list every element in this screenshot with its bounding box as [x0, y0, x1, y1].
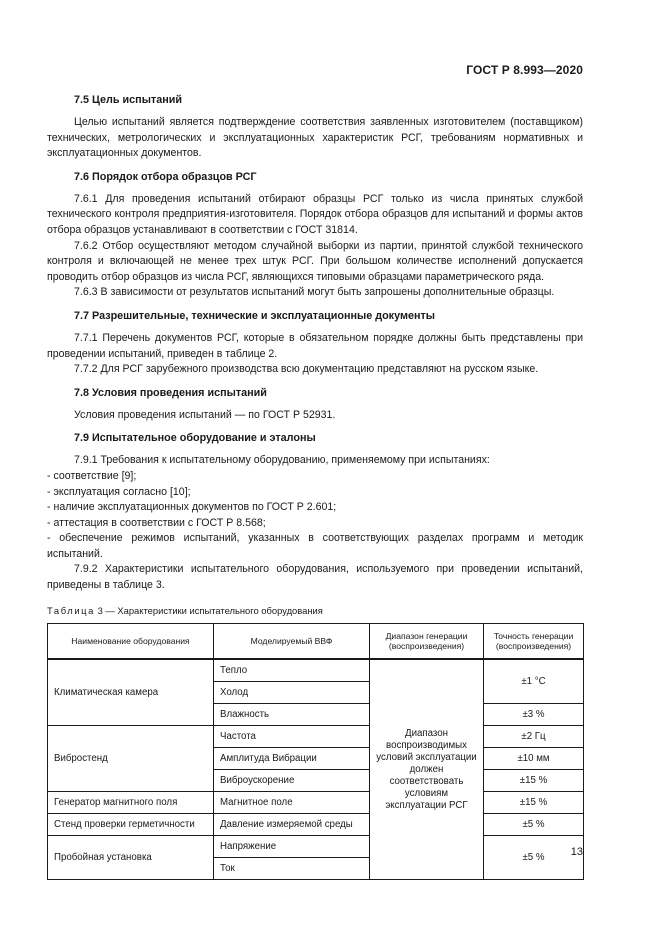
- equipment-cell: Пробойная установка: [48, 836, 214, 880]
- section-7-8: [47, 386, 583, 424]
- factor-cell: Влажность: [214, 704, 370, 726]
- factor-cell: Ток: [214, 858, 370, 880]
- accuracy-cell: ±15 %: [484, 792, 584, 814]
- factor-cell: Частота: [214, 726, 370, 748]
- table-row: [48, 726, 584, 748]
- equipment-cell: Вибростенд: [48, 726, 214, 792]
- list-item: - аттестация в соответствии с ГОСТ Р 8.568;: [47, 516, 266, 529]
- section-7-9: [47, 431, 583, 593]
- equipment-cell: Стенд проверки герметичности: [48, 814, 214, 836]
- paragraph: Условия проведения испытаний — по ГОСТ Р 52931.: [74, 408, 336, 421]
- list-item: - наличие эксплуатационных документов по ГОСТ Р 2.601;: [47, 501, 337, 514]
- paragraph: Целью испытаний является подтверждение соответствия заявленных изготовителем (поставщиком) технических, метрологических и эксплуатационных характеристик РСГ, требованиям нормативных и эксплуатационных документов.: [47, 116, 583, 160]
- table-header-row: [48, 624, 584, 660]
- equipment-cell: Генератор магнитного поля: [48, 792, 214, 814]
- factor-cell: Давление измеряемой среды: [214, 814, 370, 836]
- list-item: - эксплуатация согласно [10];: [47, 485, 191, 498]
- section-heading: 7.9 Испытательное оборудование и эталоны: [74, 432, 316, 445]
- table-caption-label: Таблица: [47, 604, 95, 616]
- accuracy-cell: ±1 °С: [484, 659, 584, 704]
- document-code: ГОСТ Р 8.993—2020: [466, 63, 583, 77]
- table-row: [48, 836, 584, 858]
- paragraph: 7.7.1 Перечень документов РСГ, которые в обязательном порядке должны быть представлены при проведении испытаний, приведен в таблице 2.: [47, 331, 583, 360]
- equipment-cell: Климатическая камера: [48, 659, 214, 726]
- table-caption: [47, 603, 583, 619]
- accuracy-cell: ±3 %: [484, 704, 584, 726]
- section-7-7: [47, 309, 583, 378]
- section-heading: 7.7 Разрешительные, технические и эксплуатационные документы: [74, 309, 435, 322]
- column-header: Моделируемый ВВФ: [214, 624, 370, 660]
- document-body: [47, 93, 583, 880]
- column-header: Точность генерации (воспроизведения): [484, 624, 584, 660]
- accuracy-cell: ±5 %: [484, 814, 584, 836]
- paragraph: 7.7.2 Для РСГ зарубежного производства всю документацию представляют на русском языке.: [74, 363, 539, 376]
- accuracy-cell: ±5 %: [484, 836, 584, 880]
- section-heading: 7.8 Условия проведения испытаний: [74, 386, 267, 399]
- factor-cell: Виброускорение: [214, 770, 370, 792]
- factor-cell: Холод: [214, 682, 370, 704]
- equipment-table: [47, 623, 584, 880]
- factor-cell: Напряжение: [214, 836, 370, 858]
- section-heading: 7.6 Порядок отбора образцов РСГ: [74, 170, 257, 183]
- range-cell: Диапазон воспроизводимых условий эксплуатации должен соответствовать условиям эксплуатации РСГ: [370, 659, 484, 880]
- paragraph: 7.6.1 Для проведения испытаний отбирают образцы РСГ только из числа принятых службой технического контроля предприятия-изготовителя. Порядок отбора образцов для испытаний и формы актов отбора образцов устанавливают в соответствии с ГОСТ 31814.: [47, 192, 583, 236]
- paragraph: 7.9.2 Характеристики испытательного оборудования, используемого при проведении испытаний, приведены в таблице 3.: [47, 563, 583, 592]
- column-header: Наименование оборудования: [48, 624, 214, 660]
- section-7-6: [47, 170, 583, 301]
- list-item: - соответствие [9];: [47, 469, 137, 482]
- accuracy-cell: ±15 %: [484, 770, 584, 792]
- accuracy-cell: ±10 мм: [484, 748, 584, 770]
- accuracy-cell: ±2 Гц: [484, 726, 584, 748]
- section-heading: 7.5 Цель испытаний: [74, 94, 183, 106]
- list-item: - обеспечение режимов испытаний, указанных в соответствующих разделах программ и методик испытаний.: [47, 532, 583, 560]
- section-7-5: [47, 93, 583, 162]
- factor-cell: Тепло: [214, 659, 370, 682]
- paragraph: 7.9.1 Требования к испытательному оборудованию, применяемому при испытаниях:: [74, 454, 490, 467]
- factor-cell: Магнитное поле: [214, 792, 370, 814]
- table-row: [48, 814, 584, 836]
- paragraph: 7.6.2 Отбор осуществляют методом случайной выборки из партии, принятой службой технического контроля и включающей не менее трех штук РСГ. При большом количестве исполнений допускается проводить отбор образцов из числа РСГ, являющихся типовыми образцами параметрического ряда.: [47, 239, 583, 283]
- table-row: [48, 659, 584, 682]
- page-number: 13: [570, 846, 583, 858]
- column-header: Диапазон генерации (воспроизведения): [370, 624, 484, 660]
- factor-cell: Амплитуда Вибрации: [214, 748, 370, 770]
- paragraph: 7.6.3 В зависимости от результатов испытаний могут быть запрошены дополнительные образцы.: [74, 286, 555, 299]
- table-caption-text: 3 — Характеристики испытательного оборудования: [97, 604, 323, 616]
- table-row: [48, 792, 584, 814]
